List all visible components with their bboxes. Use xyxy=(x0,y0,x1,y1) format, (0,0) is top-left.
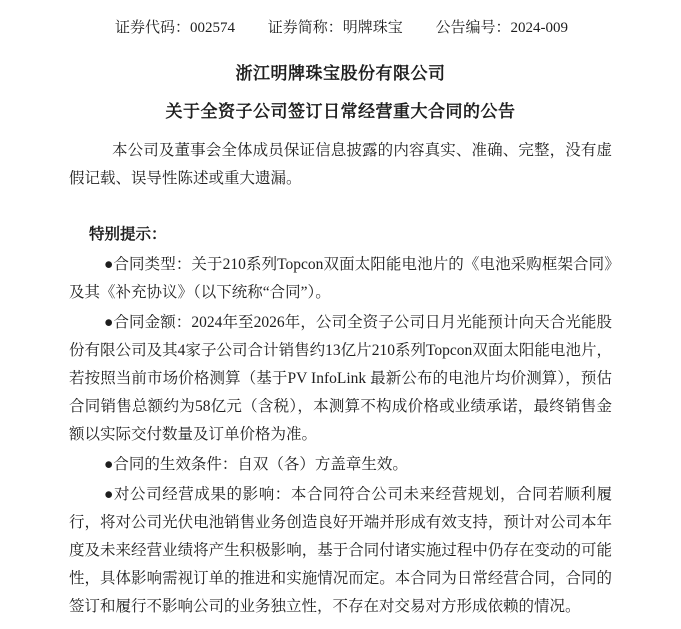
stock-code: 证券代码：002574 xyxy=(115,20,236,36)
announcement-title: 关于全资子公司签订日常经营重大合同的公告 xyxy=(165,102,516,121)
document-header xyxy=(69,20,612,36)
special-notice-heading: 特别提示： xyxy=(89,226,167,243)
notice-item-contract-type: ●合同类型：关于210系列Topcon双面太阳能电池片的《电池采购框架合同》及其《补充协议》（以下统称“合同”）。 xyxy=(69,256,612,301)
notice-item-business-impact: ●对公司经营成果的影响：本合同符合公司未来经营规划，合同若顺利履行，将对公司光伏电池销售业务创造良好开端并形成有效支持，预计对公司本年度及未来经营业绩将产生积极影响，基于合同付诸实施过程中仍存在变动的可能性，具体影响需视订单的推进和实施情况而定。本合同为日常经营合同，合同的签订和履行不影响公司的业务独立性，不存在对交易对方形成依赖的情况。 xyxy=(69,486,612,615)
stock-short-name: 证券简称：明牌珠宝 xyxy=(267,20,403,36)
board-declaration: 本公司及董事会全体成员保证信息披露的内容真实、准确、完整，没有虚假记载、误导性陈述或重大遗漏。 xyxy=(69,142,612,187)
notice-item-contract-amount: ●合同金额：2024年至2026年，公司全资子公司日月光能预计向天合光能股份有限公司及其4家子公司合计销售约13亿片210系列Topcon双面太阳能电池片，若按照当前市场价格测算（基于PV InfoLink 最新公布的电池片均价测算），预估合同销售总额约为58亿元（含税），本测算不构成价格或业绩承诺，最终销售金额以实际交付数量及订单价格为准。 xyxy=(69,314,612,443)
notice-item-effective-condition: ●合同的生效条件：自双（各）方盖章生效。 xyxy=(104,456,408,473)
company-name-title: 浙江明牌珠宝股份有限公司 xyxy=(235,64,446,83)
announcement-number: 公告编号：2024-009 xyxy=(435,20,568,36)
